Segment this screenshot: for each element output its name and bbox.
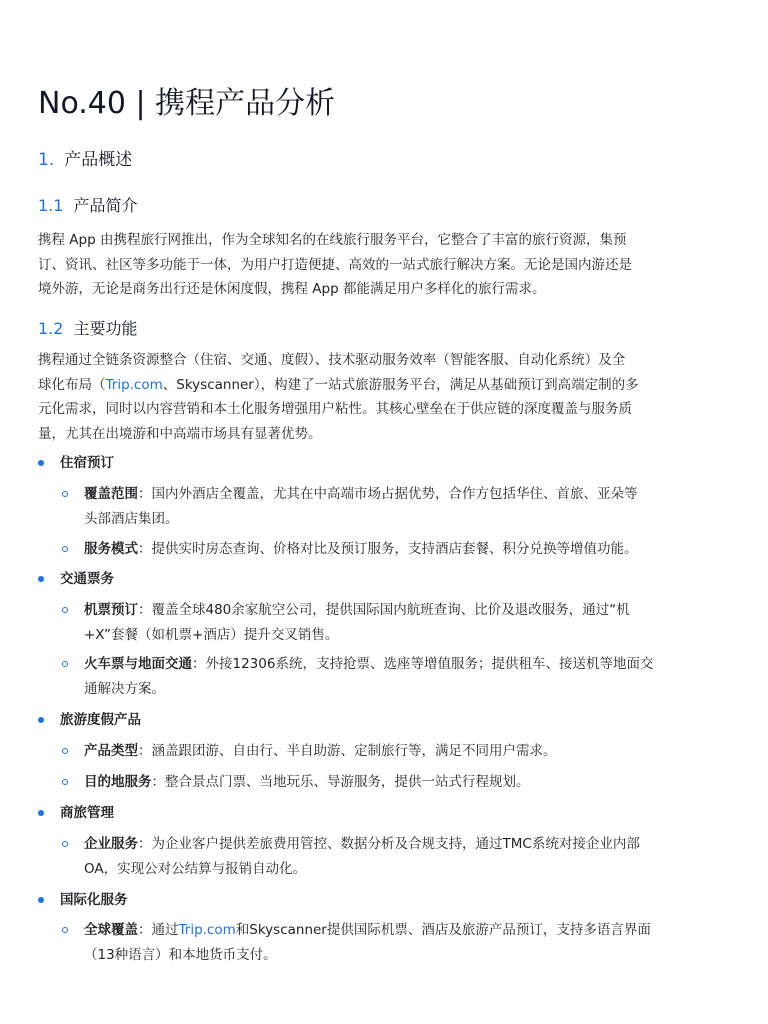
feature-group-label: 交通票务 — [60, 571, 114, 587]
page-title: No.40 | 携程产品分析 — [38, 86, 336, 121]
bullet-ring-icon — [62, 491, 68, 497]
bullet-ring-icon — [62, 927, 68, 933]
feature-item-key: 企业服务 — [84, 836, 138, 852]
feature-item-key: 全球覆盖 — [84, 922, 138, 938]
feature-item-text: ：国内外酒店全覆盖，尤其在中高端市场占据优势，合作方包括华住、首旅、亚朵等 — [138, 486, 638, 502]
feature-item-text: 和Skyscanner提供国际机票、酒店及旅游产品预订，支持多语言界面 — [235, 922, 651, 938]
bullet-dot-icon — [38, 460, 44, 466]
paragraph-line: 订、资讯、社区等多功能于一体，为用户打造便捷、高效的一站式旅行解决方案。无论是国内游还是 — [38, 256, 632, 273]
paragraph-line: 量，尤其在出境游和中高端市场具有显著优势。 — [38, 425, 322, 442]
feature-item-text: 头部酒店集团。 — [84, 510, 179, 527]
subsection-label: 主要功能 — [73, 319, 138, 338]
feature-item-text: ：覆盖全球480余家航空公司，提供国际国内航班查询、比价及退改服务，通过“机 — [138, 602, 630, 618]
feature-item-key: 产品类型 — [84, 743, 138, 759]
features-paragraph — [38, 348, 732, 446]
feature-item-text: ：涵盖跟团游、自由行、半自助游、定制旅行等，满足不同用户需求。 — [138, 743, 557, 759]
paragraph-line — [38, 373, 732, 398]
feature-group-label: 旅游度假产品 — [60, 712, 141, 728]
paragraph-line: 携程 App 由携程旅行网推出，作为全球知名的在线旅行服务平台，它整合了丰富的旅行资源，集预 — [38, 232, 627, 248]
paragraph-line: 元化需求，同时以内容营销和本土化服务增强用户粘性。其核心壁垒在于供应链的深度覆盖与服务质 — [38, 401, 632, 417]
feature-item-text: （13种语言）和本地货币支付。 — [84, 946, 277, 963]
feature-item-key: 目的地服务 — [84, 774, 152, 790]
trip-com-link[interactable]: Trip.com — [178, 922, 236, 938]
bullet-ring-icon — [62, 748, 68, 754]
feature-item-key: 服务模式 — [84, 541, 138, 557]
subsection-label: 产品简介 — [73, 196, 138, 215]
feature-item-key: 火车票与地面交通 — [84, 656, 192, 672]
bullet-dot-icon — [38, 576, 44, 582]
bullet-ring-icon — [62, 546, 68, 552]
section-number: 1. — [38, 150, 55, 170]
subsection-number: 1.1 — [38, 196, 64, 215]
feature-item-key: 机票预订 — [84, 602, 138, 618]
feature-item-text: ：提供实时房态查询、价格对比及预订服务，支持酒店套餐、积分兑换等增值功能。 — [138, 541, 638, 557]
feature-item-text: 通解决方案。 — [84, 680, 165, 697]
section-heading-overview — [38, 148, 132, 172]
bullet-dot-icon — [38, 897, 44, 903]
feature-group-label: 住宿预订 — [60, 455, 114, 471]
trip-com-link[interactable]: Trip.com — [105, 376, 163, 393]
paragraph-text: 球化布局（ — [38, 376, 106, 393]
paragraph-line: 携程通过全链条资源整合（住宿、交通、度假）、技术驱动服务效率（智能客服、自动化系统）及全 — [38, 352, 626, 368]
bullet-ring-icon — [62, 661, 68, 667]
bullet-dot-icon — [38, 717, 44, 723]
feature-item-key: 覆盖范围 — [84, 486, 138, 502]
section-label: 产品概述 — [64, 150, 133, 170]
intro-paragraph — [38, 228, 732, 302]
feature-item-text: +X”套餐（如机票+酒店）提升交叉销售。 — [84, 626, 339, 643]
paragraph-line: 境外游，无论是商务出行还是休闲度假，携程 App 都能满足用户多样化的旅行需求。 — [38, 281, 546, 297]
subsection-heading-intro — [38, 195, 137, 217]
subsection-number: 1.2 — [38, 319, 64, 338]
feature-group-label: 商旅管理 — [60, 805, 114, 821]
paragraph-text: 、Skyscanner），构建了一站式旅游服务平台，满足从基础预订到高端定制的多 — [162, 376, 639, 393]
feature-group-label: 国际化服务 — [60, 892, 128, 908]
subsection-heading-features — [38, 318, 137, 340]
feature-item-text: ：外接12306系统，支持抢票、选座等增值服务；提供租车、接送机等地面交 — [192, 656, 654, 672]
feature-item-text: ：整合景点门票、当地玩乐、导游服务，提供一站式行程规划。 — [151, 774, 530, 790]
feature-item-text: ：通过 — [138, 922, 179, 938]
feature-item-text: ：为企业客户提供差旅费用管控、数据分析及合规支持，通过TMC系统对接企业内部 — [138, 836, 640, 852]
bullet-ring-icon — [62, 841, 68, 847]
bullet-ring-icon — [62, 607, 68, 613]
bullet-ring-icon — [62, 779, 68, 785]
bullet-dot-icon — [38, 810, 44, 816]
feature-item-text: OA，实现公对公结算与报销自动化。 — [84, 860, 307, 877]
